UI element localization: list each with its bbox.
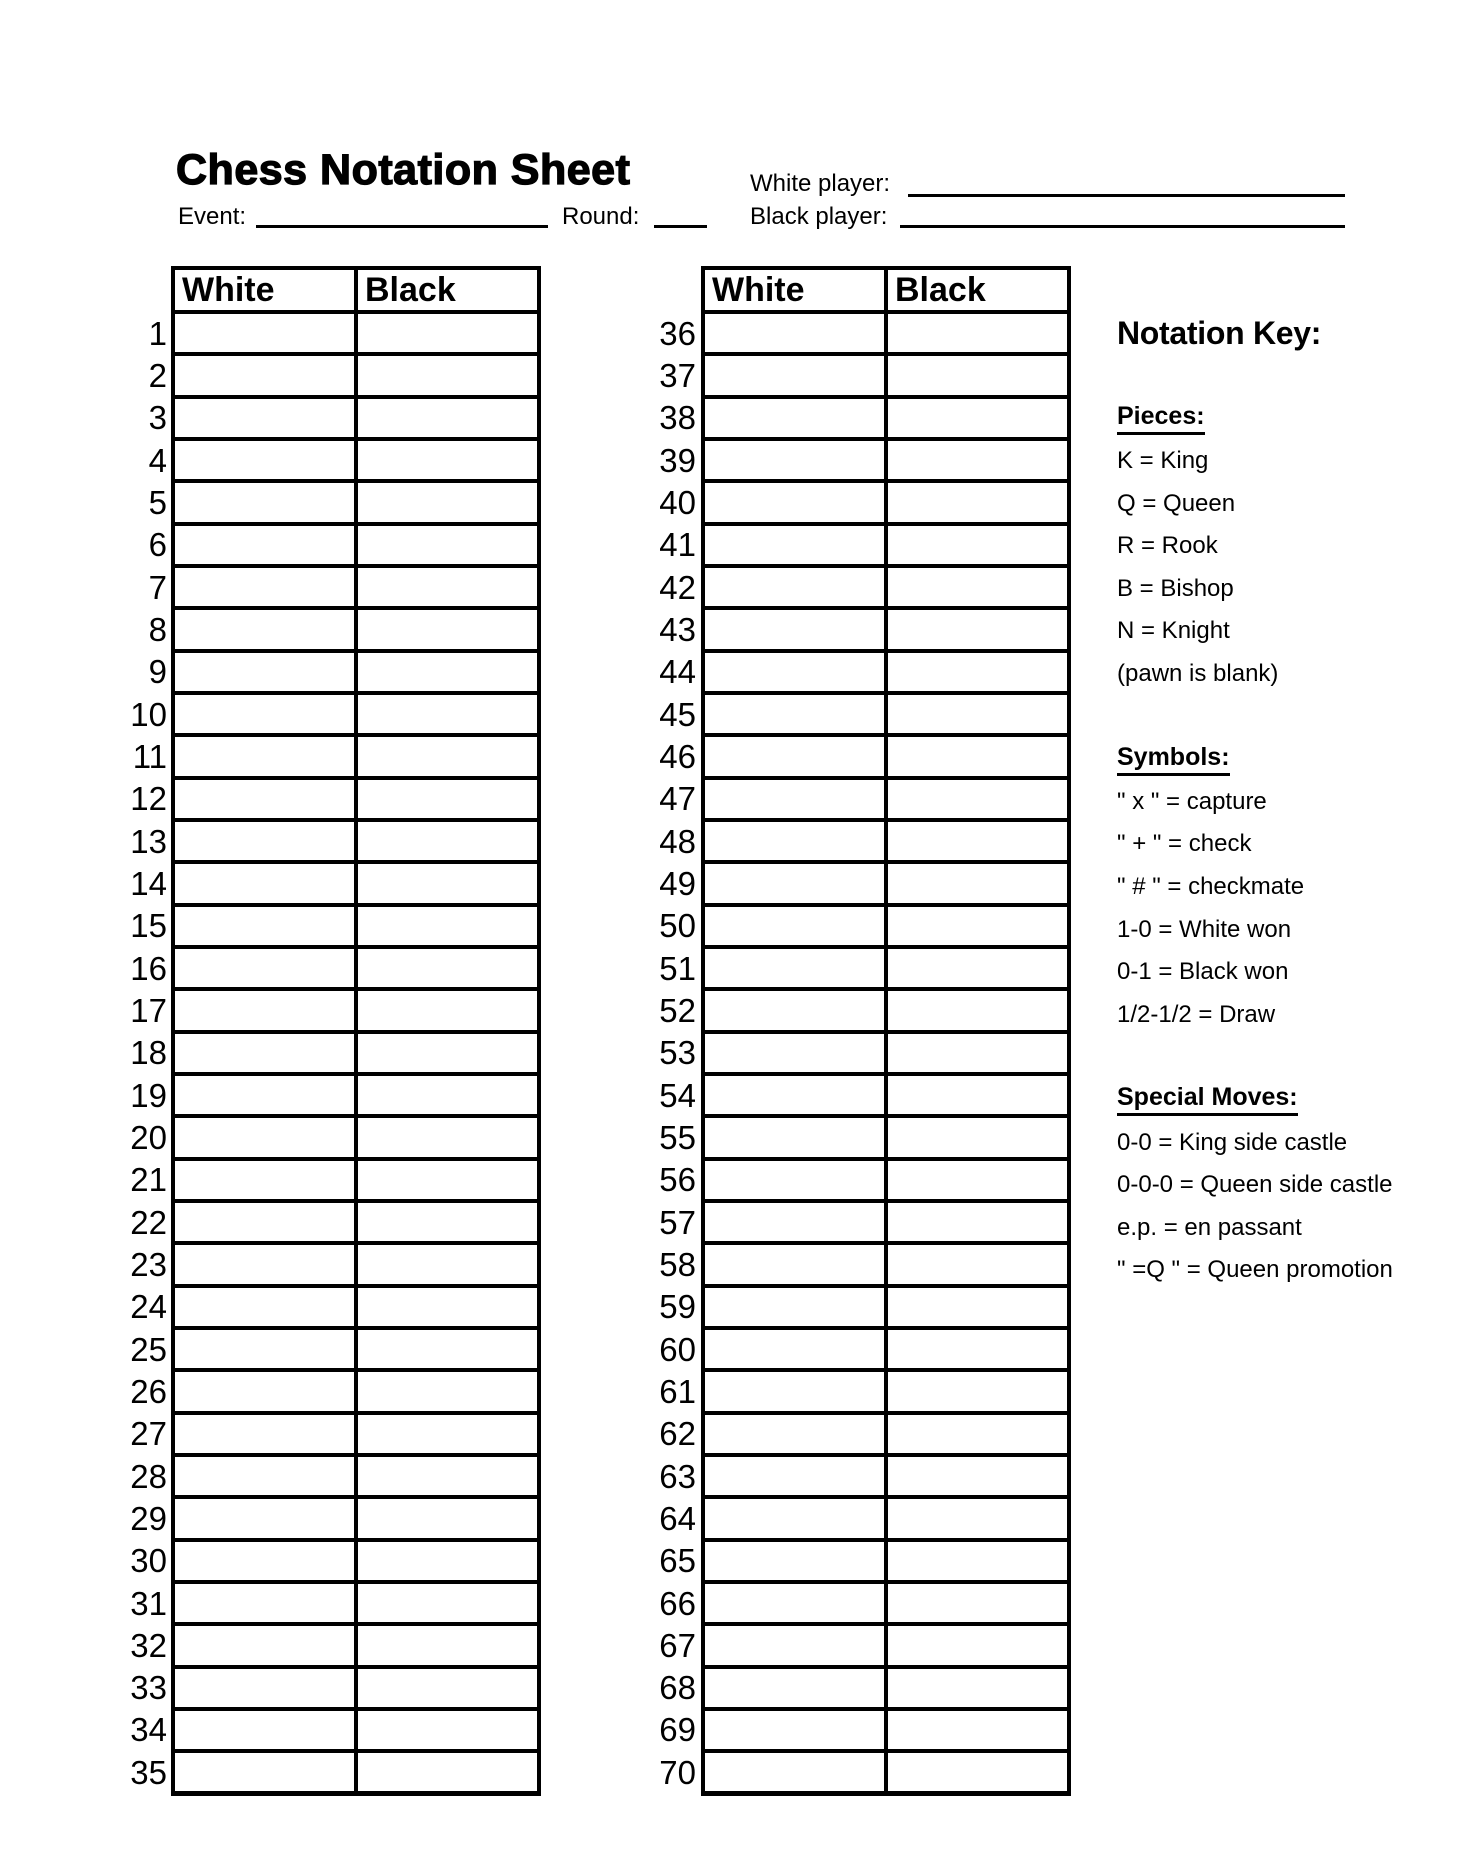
move-number: 41 xyxy=(659,526,696,564)
move-number: 7 xyxy=(148,568,167,606)
move-cell-black[interactable] xyxy=(888,695,1067,733)
move-cell-white[interactable] xyxy=(175,864,354,902)
move-number: 70 xyxy=(659,1753,696,1791)
move-cell-white[interactable] xyxy=(705,314,884,352)
move-number: 47 xyxy=(659,780,696,818)
move-cell-black[interactable] xyxy=(358,822,537,860)
move-cell-white[interactable] xyxy=(175,1372,354,1410)
column-header-black: Black xyxy=(358,270,537,310)
move-number: 53 xyxy=(659,1034,696,1072)
move-cell-black[interactable] xyxy=(888,610,1067,648)
move-cell-black[interactable] xyxy=(358,1669,537,1707)
move-number: 27 xyxy=(130,1415,167,1453)
move-cell-white[interactable] xyxy=(175,1161,354,1199)
key-item: K = King xyxy=(1117,447,1209,475)
move-cell-black[interactable] xyxy=(888,1584,1067,1622)
move-number: 17 xyxy=(130,991,167,1029)
move-cell-black[interactable] xyxy=(888,1499,1067,1537)
move-cell-black[interactable] xyxy=(358,1288,537,1326)
column-header-white: White xyxy=(705,270,884,310)
move-number: 25 xyxy=(130,1330,167,1368)
move-cell-white[interactable] xyxy=(175,822,354,860)
move-cell-white[interactable] xyxy=(705,695,884,733)
move-cell-white[interactable] xyxy=(175,695,354,733)
move-cell-white[interactable] xyxy=(705,1203,884,1241)
move-number: 64 xyxy=(659,1499,696,1537)
move-number: 10 xyxy=(130,695,167,733)
move-cell-black[interactable] xyxy=(358,568,537,606)
move-number: 57 xyxy=(659,1203,696,1241)
move-cell-white[interactable] xyxy=(705,441,884,479)
move-cell-white[interactable] xyxy=(175,1669,354,1707)
key-item: 0-1 = Black won xyxy=(1117,958,1289,986)
move-number: 28 xyxy=(130,1457,167,1495)
move-cell-black[interactable] xyxy=(888,1753,1067,1791)
move-number: 40 xyxy=(659,483,696,521)
move-cell-white[interactable] xyxy=(705,483,884,521)
move-number: 9 xyxy=(148,653,167,691)
move-cell-black[interactable] xyxy=(888,483,1067,521)
pieces-section xyxy=(1117,397,1482,695)
pieces-list xyxy=(1117,440,1482,696)
move-cell-black[interactable] xyxy=(888,568,1067,606)
move-cell-white[interactable] xyxy=(175,1330,354,1368)
move-cell-white[interactable] xyxy=(175,1542,354,1580)
move-cell-white[interactable] xyxy=(175,1034,354,1072)
move-cell-black[interactable] xyxy=(888,1372,1067,1410)
move-cell-white[interactable] xyxy=(705,1161,884,1199)
move-number: 67 xyxy=(659,1626,696,1664)
key-item: " x " = capture xyxy=(1117,787,1267,815)
page-title: Chess Notation Sheet xyxy=(176,146,631,194)
move-cell-white[interactable] xyxy=(175,1753,354,1791)
move-cell-black[interactable] xyxy=(358,1626,537,1664)
move-cell-black[interactable] xyxy=(888,1245,1067,1283)
move-cell-black[interactable] xyxy=(358,483,537,521)
move-cell-black[interactable] xyxy=(888,1034,1067,1072)
key-item: " # " = checkmate xyxy=(1117,873,1305,901)
move-cell-white[interactable] xyxy=(175,653,354,691)
move-cell-white[interactable] xyxy=(705,1245,884,1283)
move-cell-white[interactable] xyxy=(705,1034,884,1072)
move-cell-white[interactable] xyxy=(705,1669,884,1707)
move-cell-white[interactable] xyxy=(175,1584,354,1622)
move-number: 66 xyxy=(659,1584,696,1622)
move-cell-white[interactable] xyxy=(175,399,354,437)
move-cell-black[interactable] xyxy=(358,1118,537,1156)
special-moves-section xyxy=(1117,1079,1482,1292)
key-item: R = Rook xyxy=(1117,532,1218,560)
move-number: 60 xyxy=(659,1330,696,1368)
move-cell-black[interactable] xyxy=(358,1753,537,1791)
move-cell-black[interactable] xyxy=(358,1245,537,1283)
move-cell-black[interactable] xyxy=(358,1034,537,1072)
move-cell-white[interactable] xyxy=(175,568,354,606)
black-player-label: Black player: xyxy=(750,203,888,230)
move-number: 21 xyxy=(130,1161,167,1199)
round-input-line[interactable] xyxy=(654,197,707,228)
move-cell-black[interactable] xyxy=(358,1076,537,1114)
move-number: 11 xyxy=(132,737,167,775)
move-cell-white[interactable] xyxy=(705,1711,884,1749)
move-cell-black[interactable] xyxy=(888,1626,1067,1664)
move-number: 63 xyxy=(659,1457,696,1495)
move-cell-black[interactable] xyxy=(358,907,537,945)
key-item: 0-0 = King side castle xyxy=(1117,1128,1348,1156)
move-number: 24 xyxy=(130,1288,167,1326)
move-cell-white[interactable] xyxy=(175,1203,354,1241)
move-number: 46 xyxy=(659,737,696,775)
move-cell-white[interactable] xyxy=(705,1330,884,1368)
move-number: 34 xyxy=(130,1711,167,1749)
move-cell-white[interactable] xyxy=(705,1584,884,1622)
move-cell-black[interactable] xyxy=(358,1330,537,1368)
event-label: Event: xyxy=(178,203,247,230)
move-cell-white[interactable] xyxy=(175,314,354,352)
move-cell-white[interactable] xyxy=(175,526,354,564)
move-cell-white[interactable] xyxy=(705,907,884,945)
move-number: 33 xyxy=(130,1669,167,1707)
move-number: 68 xyxy=(659,1669,696,1707)
move-number: 38 xyxy=(659,399,696,437)
move-cell-black[interactable] xyxy=(888,1415,1067,1453)
move-number: 39 xyxy=(659,441,696,479)
move-cell-white[interactable] xyxy=(705,864,884,902)
move-cell-black[interactable] xyxy=(358,695,537,733)
move-number: 1 xyxy=(148,314,167,352)
notation-key-panel xyxy=(1117,312,1482,1292)
move-number: 19 xyxy=(130,1076,167,1114)
move-cell-black[interactable] xyxy=(888,1669,1067,1707)
move-cell-black[interactable] xyxy=(888,314,1067,352)
move-number: 69 xyxy=(659,1711,696,1749)
move-cell-white[interactable] xyxy=(705,356,884,394)
symbols-list xyxy=(1117,781,1482,1037)
move-cell-white[interactable] xyxy=(705,399,884,437)
black-player-input-line[interactable] xyxy=(900,197,1345,228)
move-number: 26 xyxy=(130,1372,167,1410)
move-cell-white[interactable] xyxy=(705,1626,884,1664)
move-cell-white[interactable] xyxy=(705,653,884,691)
move-cell-black[interactable] xyxy=(888,1203,1067,1241)
move-number: 20 xyxy=(130,1118,167,1156)
key-item: (pawn is blank) xyxy=(1117,660,1279,688)
move-cell-black[interactable] xyxy=(888,780,1067,818)
move-number: 16 xyxy=(130,949,167,987)
move-cell-white[interactable] xyxy=(175,1288,354,1326)
move-cell-white[interactable] xyxy=(705,526,884,564)
move-cell-white[interactable] xyxy=(175,1711,354,1749)
move-cell-white[interactable] xyxy=(175,1499,354,1537)
move-cell-white[interactable] xyxy=(175,1626,354,1664)
move-cell-white[interactable] xyxy=(175,1245,354,1283)
move-cell-white[interactable] xyxy=(175,737,354,775)
move-number: 44 xyxy=(659,653,696,691)
move-cell-black[interactable] xyxy=(888,1288,1067,1326)
key-item: " =Q " = Queen promotion xyxy=(1117,1256,1393,1284)
moves-table-1 xyxy=(171,266,541,1796)
key-item: " + " = check xyxy=(1117,830,1252,858)
move-cell-white[interactable] xyxy=(705,1415,884,1453)
move-number: 3 xyxy=(148,399,167,437)
move-cell-black[interactable] xyxy=(358,991,537,1029)
move-number: 65 xyxy=(659,1542,696,1580)
move-cell-white[interactable] xyxy=(705,1372,884,1410)
move-cell-black[interactable] xyxy=(358,949,537,987)
move-cell-white[interactable] xyxy=(175,1118,354,1156)
move-cell-black[interactable] xyxy=(358,780,537,818)
move-number: 49 xyxy=(659,864,696,902)
move-cell-black[interactable] xyxy=(888,864,1067,902)
move-number: 56 xyxy=(659,1161,696,1199)
move-number: 32 xyxy=(130,1626,167,1664)
move-number: 59 xyxy=(659,1288,696,1326)
move-cell-white[interactable] xyxy=(705,1753,884,1791)
move-cell-black[interactable] xyxy=(358,314,537,352)
key-item: 0-0-0 = Queen side castle xyxy=(1117,1171,1393,1199)
move-number: 35 xyxy=(130,1753,167,1791)
move-number: 14 xyxy=(130,864,167,902)
move-number: 51 xyxy=(659,949,696,987)
move-number: 12 xyxy=(130,780,167,818)
move-number: 23 xyxy=(130,1245,167,1283)
move-numbers-column-1 xyxy=(93,314,167,1791)
move-cell-white[interactable] xyxy=(705,737,884,775)
move-number: 4 xyxy=(148,441,167,479)
move-cell-white[interactable] xyxy=(175,483,354,521)
special-moves-heading: Special Moves: xyxy=(1117,1079,1482,1122)
move-cell-black[interactable] xyxy=(888,653,1067,691)
move-number: 30 xyxy=(130,1542,167,1580)
key-item: 1-0 = White won xyxy=(1117,915,1292,943)
move-cell-black[interactable] xyxy=(888,1118,1067,1156)
move-number: 37 xyxy=(659,356,696,394)
move-cell-white[interactable] xyxy=(175,1076,354,1114)
key-item: N = Knight xyxy=(1117,617,1230,645)
move-cell-white[interactable] xyxy=(705,949,884,987)
move-cell-black[interactable] xyxy=(358,1161,537,1199)
move-cell-black[interactable] xyxy=(358,1499,537,1537)
move-number: 5 xyxy=(148,483,167,521)
key-item: Q = Queen xyxy=(1117,489,1236,517)
move-cell-white[interactable] xyxy=(705,1076,884,1114)
move-number: 45 xyxy=(659,695,696,733)
move-number: 15 xyxy=(130,907,167,945)
move-number: 13 xyxy=(130,822,167,860)
move-cell-white[interactable] xyxy=(705,1118,884,1156)
event-input-line[interactable] xyxy=(256,197,548,228)
move-cell-white[interactable] xyxy=(705,1499,884,1537)
move-cell-black[interactable] xyxy=(888,1457,1067,1495)
move-numbers-column-2 xyxy=(622,314,696,1791)
move-cell-black[interactable] xyxy=(358,1542,537,1580)
move-cell-black[interactable] xyxy=(358,1711,537,1749)
move-cell-black[interactable] xyxy=(358,356,537,394)
column-header-black: Black xyxy=(888,270,1067,310)
symbols-section xyxy=(1117,738,1482,1036)
move-cell-black[interactable] xyxy=(888,1330,1067,1368)
move-cell-black[interactable] xyxy=(888,737,1067,775)
move-number: 54 xyxy=(659,1076,696,1114)
white-player-input-line[interactable] xyxy=(908,166,1345,197)
move-cell-white[interactable] xyxy=(705,1542,884,1580)
move-cell-black[interactable] xyxy=(888,526,1067,564)
move-cell-white[interactable] xyxy=(705,610,884,648)
move-cell-black[interactable] xyxy=(888,399,1067,437)
move-cell-white[interactable] xyxy=(175,1415,354,1453)
move-cell-black[interactable] xyxy=(888,1711,1067,1749)
special-moves-list xyxy=(1117,1121,1482,1291)
move-cell-white[interactable] xyxy=(175,1457,354,1495)
move-cell-white[interactable] xyxy=(175,907,354,945)
move-number: 36 xyxy=(659,314,696,352)
move-cell-black[interactable] xyxy=(888,907,1067,945)
key-item: e.p. = en passant xyxy=(1117,1213,1302,1241)
move-number: 50 xyxy=(659,907,696,945)
move-cell-black[interactable] xyxy=(358,1372,537,1410)
move-number: 52 xyxy=(659,991,696,1029)
move-number: 6 xyxy=(148,526,167,564)
move-cell-black[interactable] xyxy=(358,1457,537,1495)
move-cell-black[interactable] xyxy=(888,1076,1067,1114)
move-cell-black[interactable] xyxy=(888,991,1067,1029)
move-cell-black[interactable] xyxy=(358,610,537,648)
move-cell-black[interactable] xyxy=(358,1584,537,1622)
move-cell-black[interactable] xyxy=(888,1542,1067,1580)
move-cell-white[interactable] xyxy=(175,610,354,648)
move-cell-black[interactable] xyxy=(358,526,537,564)
pieces-heading: Pieces: xyxy=(1117,397,1482,440)
move-cell-black[interactable] xyxy=(358,1415,537,1453)
move-cell-black[interactable] xyxy=(358,441,537,479)
move-number: 8 xyxy=(148,610,167,648)
move-cell-black[interactable] xyxy=(888,1161,1067,1199)
move-cell-white[interactable] xyxy=(705,568,884,606)
symbols-heading: Symbols: xyxy=(1117,738,1482,781)
move-cell-white[interactable] xyxy=(175,780,354,818)
notation-key-title: Notation Key: xyxy=(1117,314,1322,351)
move-cell-white[interactable] xyxy=(175,991,354,1029)
move-cell-white[interactable] xyxy=(705,991,884,1029)
key-item: 1/2-1/2 = Draw xyxy=(1117,1000,1276,1028)
move-number: 48 xyxy=(659,822,696,860)
move-cell-black[interactable] xyxy=(888,356,1067,394)
move-number: 62 xyxy=(659,1415,696,1453)
move-cell-black[interactable] xyxy=(888,441,1067,479)
move-number: 18 xyxy=(130,1034,167,1072)
move-number: 29 xyxy=(130,1499,167,1537)
white-player-label: White player: xyxy=(750,170,891,197)
move-cell-white[interactable] xyxy=(175,949,354,987)
move-cell-black[interactable] xyxy=(358,653,537,691)
move-number: 58 xyxy=(659,1245,696,1283)
move-cell-black[interactable] xyxy=(358,864,537,902)
move-number: 43 xyxy=(659,610,696,648)
move-cell-white[interactable] xyxy=(705,822,884,860)
move-cell-black[interactable] xyxy=(358,399,537,437)
move-cell-white[interactable] xyxy=(705,780,884,818)
move-number: 42 xyxy=(659,568,696,606)
move-cell-white[interactable] xyxy=(705,1288,884,1326)
move-cell-black[interactable] xyxy=(358,737,537,775)
move-number: 31 xyxy=(130,1584,167,1622)
move-cell-black[interactable] xyxy=(888,949,1067,987)
move-number: 55 xyxy=(659,1118,696,1156)
move-number: 61 xyxy=(659,1372,696,1410)
move-cell-black[interactable] xyxy=(888,822,1067,860)
key-item: B = Bishop xyxy=(1117,574,1234,602)
moves-table-2 xyxy=(701,266,1071,1796)
column-header-white: White xyxy=(175,270,354,310)
move-cell-white[interactable] xyxy=(705,1457,884,1495)
move-number: 2 xyxy=(148,356,167,394)
move-cell-white[interactable] xyxy=(175,356,354,394)
move-cell-white[interactable] xyxy=(175,441,354,479)
move-cell-black[interactable] xyxy=(358,1203,537,1241)
round-label: Round: xyxy=(562,203,640,230)
move-number: 22 xyxy=(130,1203,167,1241)
